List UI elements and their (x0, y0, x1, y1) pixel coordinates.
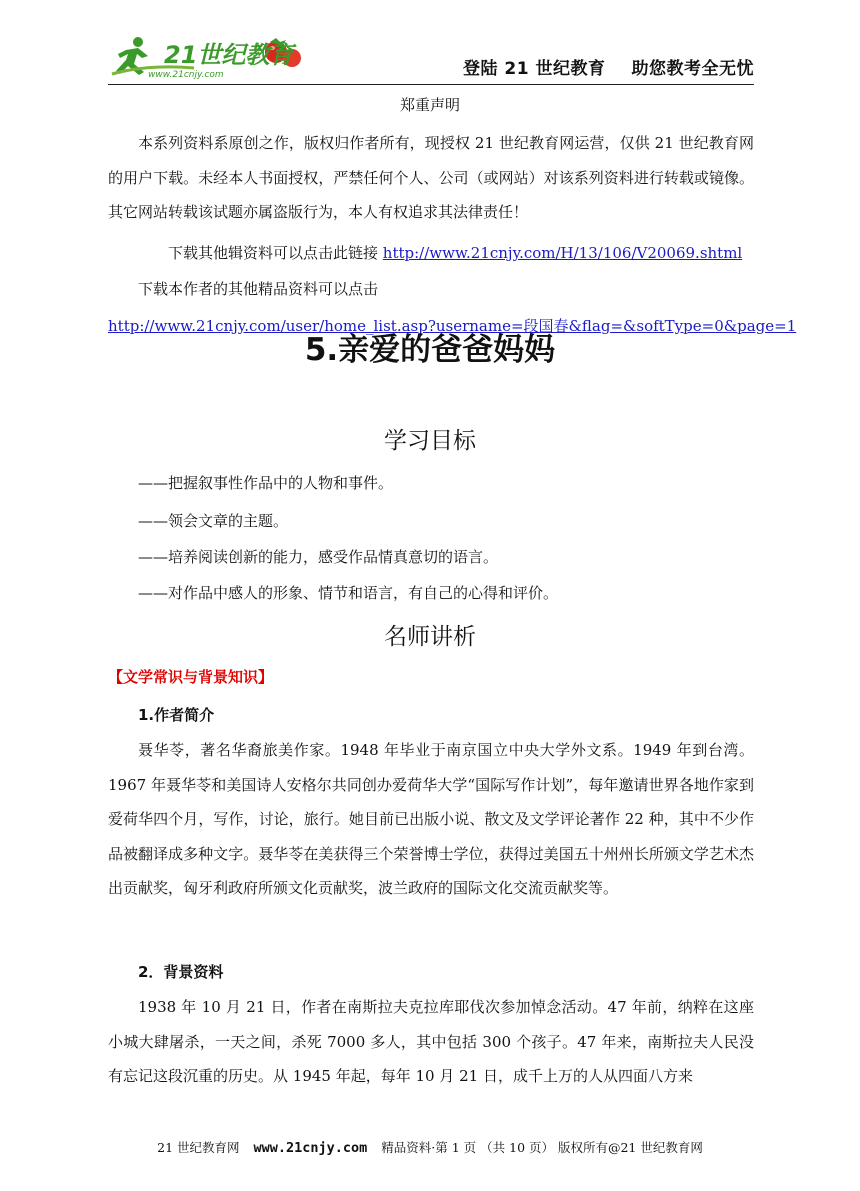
objectives-heading: 学习目标 (384, 428, 476, 454)
analysis-heading: 名师讲析 (384, 624, 476, 650)
download-other-link[interactable]: http://www.21cnjy.com/H/13/106/V20069.shtml (382, 244, 743, 262)
footer-left: 21 世纪教育网 (157, 1140, 240, 1155)
page-footer (0, 1138, 860, 1156)
lesson-title: 5.亲爱的爸爸妈妈 (304, 332, 556, 368)
background-heading: 2．背景资料 (138, 963, 224, 981)
download-author-label: 下载本作者的其他精品资料可以点击 (138, 280, 379, 298)
svg-text:21世纪教育: 21世纪教育 (164, 41, 294, 69)
objective-item: ——领会文章的主题。 (138, 512, 289, 530)
page-header (108, 34, 754, 84)
footer-site: www.21cnjy.com (253, 1140, 368, 1156)
notice-title: 郑重声明 (399, 96, 460, 114)
tagline-right: 助您教考全无忧 (631, 59, 754, 79)
site-logo (108, 34, 308, 80)
background-paragraph: 1938 年 10 月 21 日，作者在南斯拉夫克拉库耶伐次参加悼念活动。47 年前，纳粹在这座小城大肆屠杀，一天之间，杀死 7000 多人，其中包括 300 个孩子。47 年来，南斯拉夫人民没有忘记这段沉重的历史。从 1945 年起，每年 10 月 21 日，成千上万的人从四面八方来 (108, 998, 754, 1085)
tagline-left: 登陆 21 世纪教育 (463, 59, 606, 79)
author-heading: 1.作者简介 (138, 706, 215, 724)
download-author-link[interactable]: http://www.21cnjy.com/user/home_list.asp?username=段国春&flag=&softType=0&page=1 (108, 317, 797, 335)
header-divider (108, 84, 754, 85)
header-tagline (463, 54, 754, 79)
objective-item: ——培养阅读创新的能力，感受作品情真意切的语言。 (138, 548, 499, 566)
objective-item: ——对作品中感人的形象、情节和语言，有自己的心得和评价。 (138, 584, 559, 602)
footer-right: 精品资料·第 1 页 （共 10 页） 版权所有@21 世纪教育网 (381, 1140, 703, 1155)
author-paragraph: 聂华苓，著名华裔旅美作家。1948 年毕业于南京国立中央大学外文系。1949 年到台湾。1967 年聂华苓和美国诗人安格尔共同创办爱荷华大学“国际写作计划”，每年邀请世界各地作家到爱荷华四个月，写作，讨论，旅行。她目前已出版小说、散文及文学评论著作 22 种，其中不少作品被翻译成多种文字。聂华苓在美获得三个荣誉博士学位，获得过美国五十州州长所颁文学艺术杰出贡献奖，匈牙利政府所颁文化贡献奖，波兰政府的国际文化交流贡献奖等。 (108, 741, 754, 897)
category-heading: 【文学常识与背景知识】 (108, 668, 274, 686)
objective-item: ——把握叙事性作品中的人物和事件。 (138, 474, 394, 492)
notice-paragraph: 本系列资料系原创之作，版权归作者所有，现授权 21 世纪教育网运营，仅供 21 世纪教育网的用户下载。未经本人书面授权，严禁任何个人、公司（或网站）对该系列资料进行转载或镜像。其它网站转载该试题亦属盗版行为，本人有权追求其法律责任！ (108, 134, 754, 221)
svg-text:www.21cnjy.com: www.21cnjy.com (148, 70, 224, 80)
download-other-label: 下载其他辑资料可以点击此链接 (168, 244, 379, 262)
download-other-line (168, 243, 742, 263)
